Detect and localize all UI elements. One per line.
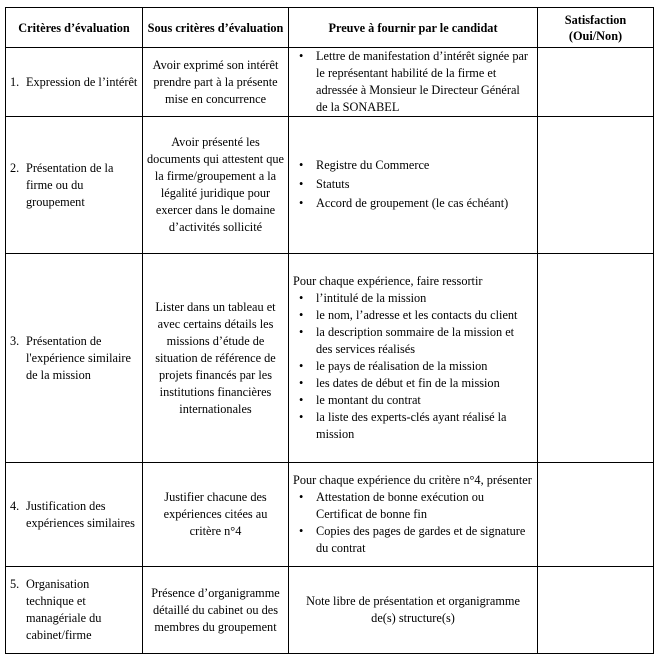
- table-header-row: [6, 8, 654, 48]
- proof-item: • les dates de début et fin de la mission: [293, 375, 533, 392]
- criterion-number: 3.: [10, 333, 20, 348]
- table-row: [6, 117, 654, 254]
- sub-criterion-cell: Avoir présenté les documents qui attestent que la firme/groupement a la légalité juridique pour exercer dans le domaine d’activités sollicité: [143, 117, 289, 254]
- criterion-number: 1.: [10, 74, 20, 89]
- proof-item: • le pays de réalisation de la mission: [293, 358, 533, 375]
- satisfaction-cell[interactable]: [538, 463, 654, 567]
- satisfaction-cell[interactable]: [538, 117, 654, 254]
- proof-cell: [289, 117, 538, 254]
- proof-cell: [289, 254, 538, 463]
- sub-criterion-cell: Justifier chacune des expériences citées au critère n°4: [143, 463, 289, 567]
- proof-item: • le montant du contrat: [293, 392, 533, 409]
- sub-criterion-cell: Lister dans un tableau et avec certains détails les missions d’étude de situation de référence de projets financés par les institutions financières internationales: [143, 254, 289, 463]
- criterion-label: Présentation de l'expérience similaire de la mission: [26, 333, 131, 382]
- table-row: [6, 567, 654, 654]
- proof-list: [293, 489, 533, 557]
- header-criteria: Critères d’évaluation: [6, 8, 143, 48]
- proof-cell: [289, 48, 538, 117]
- proof-cell: Note libre de présentation et organigramme de(s) structure(s): [289, 567, 538, 654]
- satisfaction-cell[interactable]: [538, 48, 654, 117]
- proof-item: • Registre du Commerce: [293, 157, 533, 174]
- proof-item: • Accord de groupement (le cas échéant): [293, 195, 533, 212]
- header-sub-criteria: Sous critères d’évaluation: [143, 8, 289, 48]
- proof-item: • Lettre de manifestation d’intérêt signée par le représentant habilité de la firme et adressée à Monsieur le Directeur Général de la SONABEL: [293, 48, 533, 116]
- satisfaction-cell[interactable]: [538, 254, 654, 463]
- proof-intro: Pour chaque expérience du critère n°4, présenter: [293, 473, 532, 487]
- criterion-label: Organisation technique et managériale du cabinet/firme: [26, 577, 102, 642]
- table-row: [6, 48, 654, 117]
- table-row: [6, 463, 654, 567]
- proof-item: • la liste des experts-clés ayant réalisé la mission: [293, 409, 533, 443]
- proof-list: [293, 48, 533, 116]
- sub-criterion-cell: Présence d’organigramme détaillé du cabinet ou des membres du groupement: [143, 567, 289, 654]
- header-proof: Preuve à fournir par le candidat: [289, 8, 538, 48]
- criterion-label: Justification des expériences similaires: [26, 498, 135, 530]
- proof-item: • Copies des pages de gardes et de signature du contrat: [293, 523, 533, 557]
- proof-intro: Pour chaque expérience, faire ressortir: [293, 274, 483, 288]
- proof-cell: [289, 463, 538, 567]
- proof-list: [293, 290, 533, 443]
- criterion-cell: [6, 254, 143, 463]
- header-satisfaction: Satisfaction (Oui/Non): [538, 8, 654, 48]
- criterion-label: Présentation de la firme ou du groupement: [26, 160, 114, 209]
- proof-item: • Attestation de bonne exécution ou Certificat de bonne fin: [293, 489, 533, 523]
- criterion-cell: [6, 463, 143, 567]
- proof-item: • la description sommaire de la mission et des services réalisés: [293, 324, 533, 358]
- proof-item: • le nom, l’adresse et les contacts du client: [293, 307, 533, 324]
- evaluation-criteria-table: [5, 7, 654, 654]
- criterion-number: 2.: [10, 160, 20, 175]
- sub-criterion-cell: Avoir exprimé son intérêt prendre part à la présente mise en concurrence: [143, 48, 289, 117]
- criterion-number: 4.: [10, 498, 20, 513]
- proof-item: • l’intitulé de la mission: [293, 290, 533, 307]
- criterion-number: 5.: [10, 577, 20, 591]
- criterion-cell: [6, 48, 143, 117]
- table-row: [6, 254, 654, 463]
- proof-item: • Statuts: [293, 176, 533, 193]
- criterion-cell: [6, 117, 143, 254]
- satisfaction-cell[interactable]: [538, 567, 654, 654]
- criterion-cell: [6, 567, 143, 654]
- criterion-label: Expression de l’intérêt: [26, 74, 138, 89]
- proof-list: [293, 157, 533, 212]
